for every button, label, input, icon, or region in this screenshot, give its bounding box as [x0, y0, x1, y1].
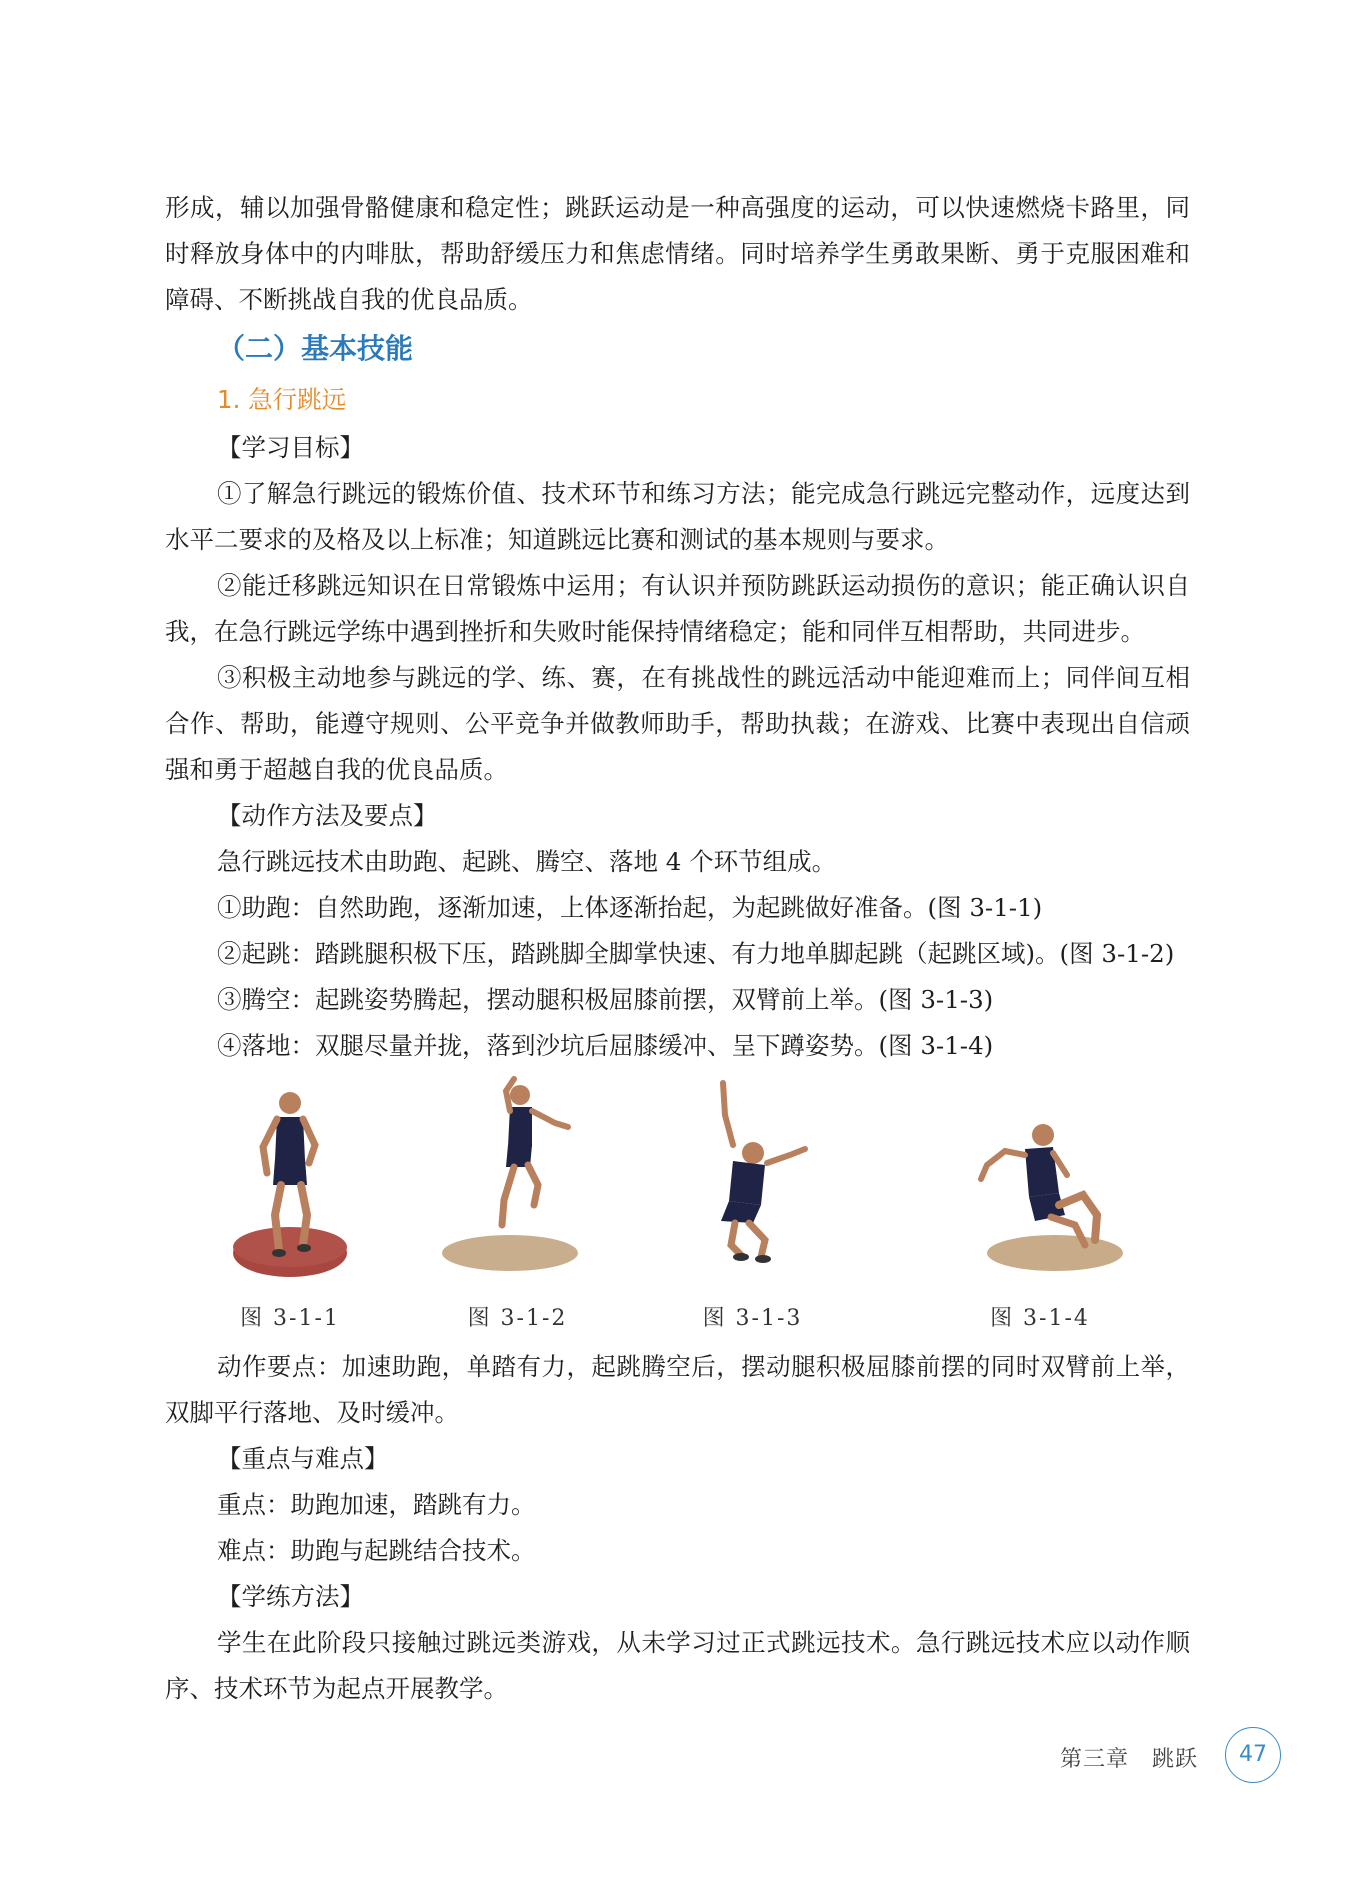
- figure-3-1-4: [935, 1075, 1145, 1345]
- practice-paragraph: 学生在此阶段只接触过跳远类游戏，从未学习过正式跳远技术。急行跳远技术应以动作顺序、技术环节为起点开展教学。: [165, 1628, 1190, 1703]
- method-step-3: ③腾空：起跳姿势腾起，摆动腿积极屈膝前摆，双臂前上举。(图 3-1-3): [217, 985, 994, 1014]
- jumper-landing-illustration: [935, 1075, 1145, 1295]
- method-step-2: ②起跳：踏跳腿积极下压，踏跳脚全脚掌快速、有力地单脚起跳（起跳区域)。(图 3-1-2): [217, 939, 1175, 968]
- runner-takeoff-illustration: [430, 1075, 605, 1295]
- learning-goal-1: ①了解急行跳远的锻炼价值、技术环节和练习方法；能完成急行跳远完整动作，远度达到水平二要求的及格及以上标准；知道跳远比赛和测试的基本规则与要求。: [165, 479, 1190, 554]
- intro-paragraph: 形成，辅以加强骨骼健康和稳定性；跳跃运动是一种高强度的运动，可以快速燃烧卡路里，同时释放身体中的内啡肽，帮助舒缓压力和焦虑情绪。同时培养学生勇敢果断、勇于克服困难和障碍、不断挑战自我的优良品质。: [165, 193, 1190, 314]
- runner-approach-illustration: [205, 1075, 375, 1295]
- jumper-flight-illustration: [665, 1075, 840, 1295]
- page-number-badge: 47: [1225, 1727, 1281, 1783]
- focus-difficulty: 难点：助跑与起跳结合技术。: [217, 1536, 536, 1565]
- section-heading: （二）基本技能: [217, 332, 414, 365]
- lower-text-block: [165, 1344, 1190, 1712]
- focus-title: 【重点与难点】: [217, 1444, 389, 1473]
- learning-goal-2: ②能迁移跳远知识在日常锻炼中运用；有认识并预防跳跃运动损伤的意识；能正确认识自我，在急行跳远学练中遇到挫折和失败时能保持情绪稳定；能和同伴互相帮助，共同进步。: [165, 571, 1190, 646]
- figure-caption: 图 3-1-4: [990, 1306, 1090, 1331]
- focus-key: 重点：助跑加速，踏跳有力。: [217, 1490, 536, 1519]
- figure-3-1-3: [665, 1075, 840, 1345]
- figure-3-1-1: [205, 1075, 375, 1345]
- method-title: 【动作方法及要点】: [217, 801, 438, 830]
- method-intro: 急行跳远技术由助跑、起跳、腾空、落地 4 个环节组成。: [217, 847, 837, 876]
- upper-text-block: [165, 185, 1190, 1069]
- key-points-paragraph: 动作要点：加速助跑，单踏有力，起跳腾空后，摆动腿积极屈膝前摆的同时双臂前上举，双脚平行落地、及时缓冲。: [165, 1352, 1190, 1427]
- long-jump-figure-row: [165, 1075, 1190, 1345]
- learning-goals-title: 【学习目标】: [217, 433, 364, 462]
- sub-heading: 1. 急行跳远: [217, 385, 347, 414]
- method-step-4: ④落地：双腿尽量并拢，落到沙坑后屈膝缓冲、呈下蹲姿势。(图 3-1-4): [217, 1031, 994, 1060]
- learning-goal-3: ③积极主动地参与跳远的学、练、赛，在有挑战性的跳远活动中能迎难而上；同伴间互相合作、帮助，能遵守规则、公平竞争并做教师助手，帮助执裁；在游戏、比赛中表现出自信顽强和勇于超越自我的优良品质。: [165, 663, 1190, 784]
- practice-title: 【学练方法】: [217, 1582, 364, 1611]
- figure-caption: 图 3-1-2: [467, 1306, 568, 1331]
- chapter-footer: 第三章 跳跃: [1059, 1747, 1198, 1772]
- figure-caption: 图 3-1-3: [702, 1306, 803, 1331]
- method-step-1: ①助跑：自然助跑，逐渐加速，上体逐渐抬起，为起跳做好准备。(图 3-1-1): [217, 893, 1043, 922]
- figure-caption: 图 3-1-1: [240, 1306, 340, 1331]
- figure-3-1-2: [430, 1075, 605, 1345]
